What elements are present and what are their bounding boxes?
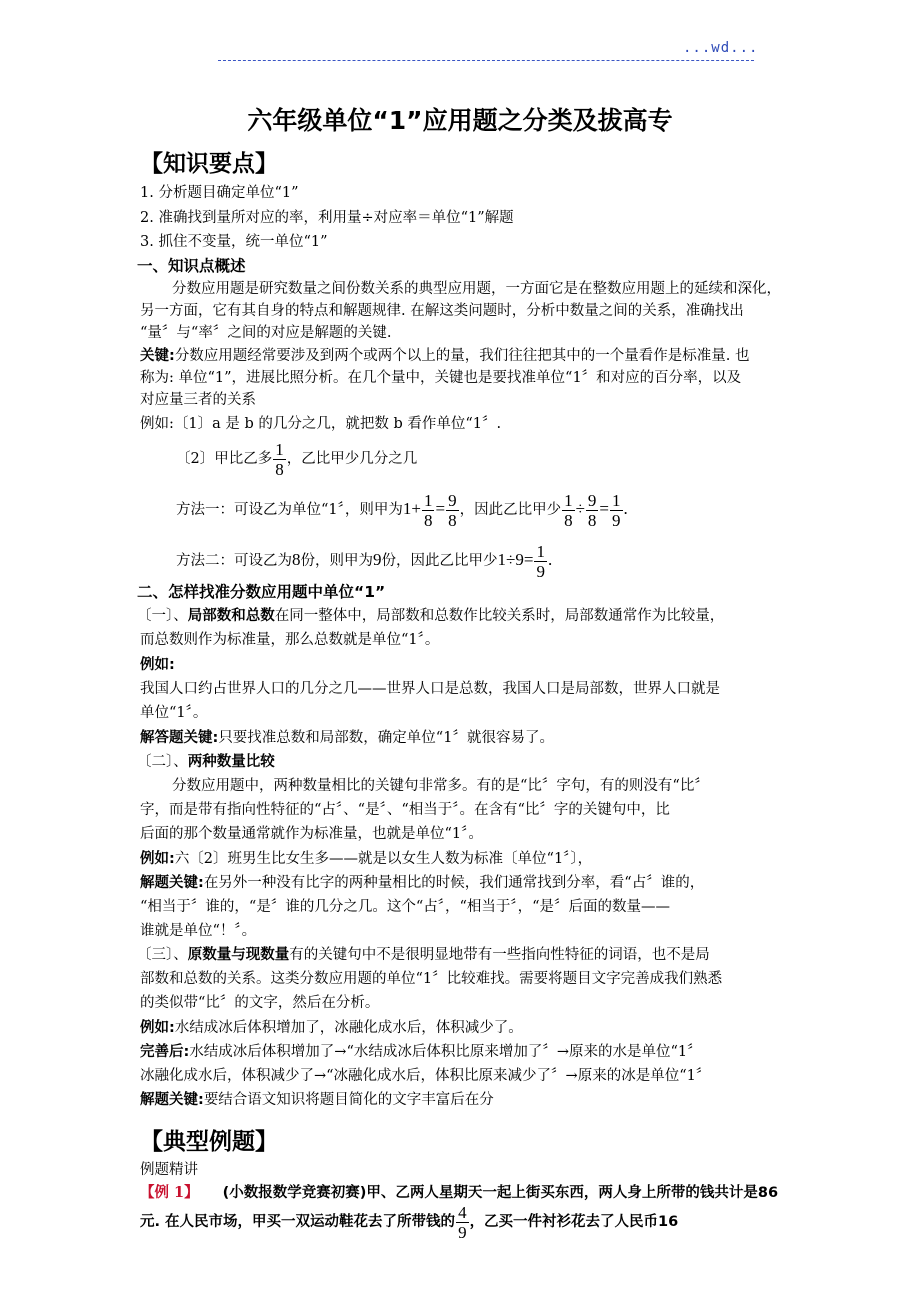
overview-key-line (140, 346, 750, 366)
subsection-2-key: “相当于〞谁的，“是〞谁的几分之几。这个“占〞，“相当于〞，“是〞后面的数量—— (140, 899, 671, 915)
math-divide: ÷ (506, 550, 516, 569)
method-2 (176, 538, 552, 583)
subsection-1-line (137, 606, 724, 626)
subsection-2-line (137, 752, 275, 772)
example-1-line (140, 1200, 678, 1244)
fraction-numerator: 4 (458, 1202, 467, 1222)
subsection-title: 两种数量比较 (187, 754, 275, 770)
subsection-3-line: 部数和总数的关系。这类分数应用题的单位“1〞比较难找。需要将题目文字完善成我们熟悉 (140, 971, 723, 987)
completed-text: 水结成冰后体积增加了→“水结成冰后体积比原来增加了〞→原来的水是单位“1〞 (189, 1044, 702, 1060)
subsection-1-line: 而总数则作为标准量，那么总数就是单位“1〞。 (140, 632, 440, 648)
list-item: 1. 分析题目确定单位“1” (140, 185, 299, 201)
completed-label: 完善后: (140, 1044, 190, 1060)
subsection-3-example (140, 1018, 523, 1038)
example-text: 水结成冰后体积增加了，冰融化成水后，体积减少了。 (174, 1020, 523, 1036)
example-1-text: 元. 在人民市场，甲买一双运动鞋花去了所带钱的 (140, 1214, 456, 1230)
key-text: 分数应用题经常要涉及到两个或两个以上的量，我们往往把其中的一个量看作是标准量. 也 (174, 348, 750, 364)
subsection-number: 〔三〕、 (137, 947, 188, 963)
example-1-text: (小数报数学竞赛初赛)甲、乙两人星期天一起上街买东西，两人身上所带的钱共计是86 (222, 1185, 779, 1201)
fraction-one-eighth (273, 440, 286, 479)
math-nine: 9 (515, 550, 524, 569)
subsection-number: 〔二〕、 (137, 754, 188, 770)
fraction-numerator: 1 (564, 490, 573, 510)
key-text: 只要找准总数和局部数，确定单位“1〞就很容易了。 (218, 730, 554, 746)
fraction-denominator: 9 (458, 1222, 467, 1242)
header-dashed-rule (218, 60, 754, 61)
fraction-denominator: 9 (612, 510, 621, 530)
example-label: 例如: (140, 851, 175, 867)
section-knowledge-points: 【知识要点】 (140, 151, 278, 177)
example-1-text: ，乙买一件衬衫花去了人民币16 (469, 1214, 679, 1230)
list-item: 3. 抓住不变量，统一单位“1” (140, 234, 328, 250)
fraction-one-ninth (534, 542, 547, 581)
subsection-text: 有的关键句中不是很明显地带有一些指向性特征的词语，也不是局 (289, 947, 710, 963)
fraction-numerator: 1 (275, 439, 284, 459)
find-unit-heading: 二、怎样找准分数应用题中单位“1” (137, 583, 386, 601)
math-equals: = (599, 499, 610, 518)
fraction-denominator: 8 (448, 510, 457, 530)
fraction-one-eighth (422, 491, 435, 530)
subsection-2-line: 分数应用题中，两种数量相比的关键句非常多。有的是“比〞字句，有的则没有“比〞 (172, 778, 709, 794)
example-1-tag: 【例 1】 (140, 1184, 199, 1201)
subsection-1-key (140, 728, 554, 748)
subsection-3-line: 的类似带“比〞的文字，然后在分析。 (140, 995, 380, 1011)
fraction-numerator: 9 (587, 490, 597, 510)
subsection-2-key: 谁就是单位“！〞。 (140, 923, 257, 939)
overview-para-line: 分数应用题是研究数量之间份数关系的典型应用题，一方面它是在整数应用题上的延续和深化， (172, 281, 781, 297)
overview-para-line: “量〞与“率〞之间的对应是解题的关键. (140, 325, 392, 341)
math-equals: = (523, 550, 534, 569)
section-typical-examples: 【典型例题】 (140, 1129, 278, 1155)
subsection-1-example: 我国人口约占世界人口的几分之几——世界人口是总数，我国人口是局部数，世界人口就是 (140, 681, 720, 697)
fraction-nine-eighths (446, 491, 459, 530)
key-label: 关键: (140, 348, 175, 364)
math-plus: + (411, 499, 421, 518)
math-equals: = (435, 499, 446, 518)
method-2-text: 份，则甲为 (300, 553, 373, 569)
subsection-2-example (140, 849, 592, 869)
example-1: 例如:〔1〕a 是 b 的几分之几，就把数 b 看作单位“1〞. (140, 416, 502, 432)
example-text: 六〔2〕班男生比女生多——就是以女生人数为标准〔单位“1〞〕， (174, 851, 593, 867)
overview-key-line: 对应量三者的关系 (140, 392, 256, 408)
overview-heading: 一、知识点概述 (137, 257, 246, 275)
fraction-one-ninth (610, 491, 623, 530)
fraction-numerator: 1 (423, 490, 433, 510)
subsection-3-key (140, 1090, 494, 1110)
subsection-2-line: 后面的那个数量通常就作为标准量，也就是单位“1〞。 (140, 826, 483, 842)
method-1-text: ，因此乙比甲少 (459, 502, 562, 518)
math-divide: ÷ (575, 499, 585, 518)
subsection-title: 原数量与现数量 (187, 947, 290, 963)
list-item: 2. 准确找到量所对应的率，利用量÷对应率＝单位“1”解题 (140, 210, 514, 226)
fraction-numerator: 9 (448, 490, 457, 510)
subsection-title: 局部数和总数 (187, 608, 275, 624)
fraction-denominator: 8 (275, 459, 284, 479)
overview-key-line: 称为: 单位“1”，进展比照分析。在几个量中，关键也是要找准单位“1〞和对应的百分率，以及 (140, 370, 742, 386)
key-label: 解答题关键: (140, 730, 219, 746)
page-title: 六年级单位“1”应用题之分类及拔高专 (247, 106, 673, 135)
math-one: 1 (497, 550, 506, 569)
example-label: 例如: (140, 657, 175, 673)
fraction-denominator: 8 (423, 510, 433, 530)
fraction-four-ninths (456, 1203, 469, 1242)
method-1 (176, 487, 628, 532)
fraction-denominator: 9 (536, 561, 545, 581)
method-2-text: 方法二：可设乙为 (176, 553, 292, 569)
example-label: 例如: (140, 1020, 175, 1036)
subsection-3-completed (140, 1042, 702, 1062)
key-label: 解题关键: (140, 1092, 204, 1108)
key-label: 解题关键: (140, 875, 204, 891)
fraction-denominator: 8 (587, 510, 597, 530)
subsection-text: 在同一整体中，局部数和总数作比较关系时，局部数通常作为比较量， (274, 608, 725, 624)
overview-para-line: 另一方面，它有其自身的特点和解题规律. 在解这类问题时，分析中数量之间的关系，准确找出 (140, 303, 744, 319)
header-watermark: ...wd... (683, 40, 759, 56)
subsection-number: 〔一〕、 (137, 608, 188, 624)
math-nine: 9 (373, 550, 382, 569)
examples-intro: 例题精讲 (140, 1162, 198, 1178)
subsection-1-example: 单位“1〞。 (140, 705, 208, 721)
subsection-2-key (140, 873, 704, 893)
fraction-denominator: 8 (564, 510, 573, 530)
fraction-numerator: 1 (536, 541, 545, 561)
subsection-3-completed: 冰融化成水后，体积减少了→“冰融化成水后，体积比原来减少了〞→原来的冰是单位“1〞 (140, 1068, 711, 1084)
fraction-nine-eighths (586, 491, 599, 530)
subsection-2-line: 字，而是带有指向性特征的“占〞、“是〞、“相当于〞。在含有“比〞字的关键句中，比 (140, 802, 670, 818)
method-1-text: 方法一：可设乙为单位“1〞，则甲为 (176, 502, 403, 518)
example-2-text: ，乙比甲少几分之几 (286, 451, 418, 467)
fraction-numerator: 1 (612, 490, 621, 510)
method-2-text: 份，因此乙比甲少 (381, 553, 498, 569)
example-2-text: 〔2〕甲比乙多 (176, 451, 273, 467)
subsection-3-line (137, 945, 710, 965)
math-period: . (623, 499, 628, 518)
math-period: . (547, 550, 553, 569)
math-eight: 8 (292, 550, 301, 569)
example-2 (176, 437, 417, 481)
math-one: 1 (402, 499, 412, 518)
key-text: 在另外一种没有比字的两种量相比的时候，我们通常找到分率，看“占〞谁的， (203, 875, 705, 891)
key-text: 要结合语文知识将题目简化的文字丰富后在分 (203, 1092, 494, 1108)
fraction-one-eighth (562, 491, 575, 530)
